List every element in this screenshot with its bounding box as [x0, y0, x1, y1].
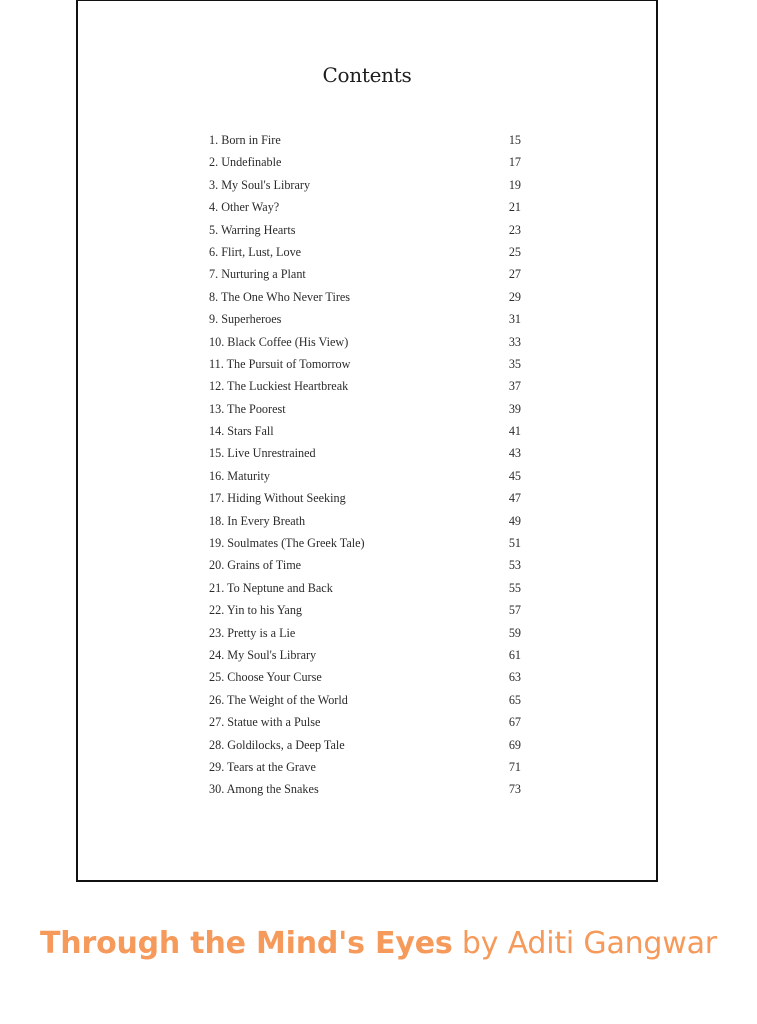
toc-entry-title: 10. Black Coffee (His View) [209, 334, 349, 349]
toc-entry-page-number: 63 [508, 670, 521, 685]
toc-entry [209, 353, 521, 375]
toc-entry-title: 1. Born in Fire [209, 133, 281, 147]
toc-entry [209, 554, 521, 576]
toc-entry [209, 442, 521, 464]
toc-entry-page-number: 71 [508, 759, 521, 774]
toc-entry-page-number: 19 [508, 177, 521, 192]
toc-entry-page-number: 65 [508, 692, 521, 707]
toc-entry-page-number: 27 [508, 267, 521, 282]
toc-entry-page-number: 43 [508, 446, 521, 461]
toc-entry-title: 16. Maturity [209, 468, 270, 483]
table-of-contents [209, 129, 521, 801]
toc-entry-title: 3. My Soul's Library [209, 177, 311, 192]
toc-entry-page-number: 67 [508, 715, 521, 730]
toc-entry [209, 711, 521, 733]
toc-entry-title: 21. To Neptune and Back [209, 580, 333, 595]
toc-entry-title: 25. Choose Your Curse [209, 670, 322, 685]
toc-entry-page-number: 69 [508, 737, 521, 752]
toc-entry [209, 151, 521, 173]
toc-entry-page-number: 37 [508, 379, 521, 394]
book-author: by Aditi Gangwar [452, 926, 717, 961]
toc-entry-title: 15. Live Unrestrained [209, 446, 316, 461]
toc-entry [209, 129, 521, 151]
toc-entry-page-number: 31 [508, 312, 521, 327]
toc-entry-page-number: 25 [508, 244, 521, 259]
toc-entry-title: 2. Undefinable [209, 155, 282, 170]
toc-entry-page-number: 73 [508, 782, 521, 797]
toc-entry-title: 23. Pretty is a Lie [209, 625, 296, 640]
toc-entry-page-number: 29 [508, 289, 521, 304]
toc-entry [209, 420, 521, 442]
toc-entry [209, 689, 521, 711]
toc-entry [209, 666, 521, 688]
toc-entry [209, 241, 521, 263]
toc-entry-title: 22. Yin to his Yang [209, 603, 303, 618]
toc-entry-page-number: 61 [508, 647, 521, 662]
toc-entry [209, 510, 521, 532]
toc-entry [209, 487, 521, 509]
toc-entry [209, 532, 521, 554]
toc-entry-page-number: 41 [508, 424, 521, 439]
toc-entry [209, 465, 521, 487]
toc-entry-title: 8. The One Who Never Tires [209, 289, 351, 304]
toc-entry-page-number: 35 [508, 356, 521, 371]
toc-entry-title: 29. Tears at the Grave [209, 759, 316, 774]
toc-entry-title: 18. In Every Breath [209, 513, 306, 528]
toc-entry-page-number: 53 [508, 558, 521, 573]
toc-entry [209, 308, 521, 330]
toc-entry [209, 644, 521, 666]
toc-entry [209, 622, 521, 644]
book-page [76, 0, 658, 882]
toc-entry-title: 26. The Weight of the World [209, 692, 348, 707]
toc-entry [209, 398, 521, 420]
toc-entry-title: 19. Soulmates (The Greek Tale) [209, 536, 365, 551]
toc-entry-title: 20. Grains of Time [209, 558, 302, 573]
toc-entry-title: 5. Warring Hearts [209, 222, 296, 237]
toc-entry-page-number: 21 [508, 200, 521, 215]
toc-entry-title: 27. Statue with a Pulse [209, 715, 321, 730]
book-title: Through the Mind's Eyes [40, 926, 453, 961]
contents-heading: Contents [322, 63, 412, 87]
toc-entry-title: 28. Goldilocks, a Deep Tale [209, 737, 345, 752]
toc-entry-page-number: 59 [508, 625, 521, 640]
toc-entry-title: 30. Among the Snakes [209, 782, 319, 797]
toc-entry-page-number: 23 [508, 222, 521, 237]
toc-entry-page-number: 15 [508, 133, 521, 147]
toc-entry-title: 7. Nurturing a Plant [209, 267, 306, 282]
toc-entry-page-number: 49 [508, 513, 521, 528]
toc-entry-title: 24. My Soul's Library [209, 647, 317, 662]
toc-entry [209, 756, 521, 778]
toc-entry [209, 196, 521, 218]
toc-entry-page-number: 51 [508, 536, 521, 551]
toc-entry-page-number: 55 [508, 580, 521, 595]
book-caption [0, 926, 757, 961]
toc-entry [209, 174, 521, 196]
toc-entry [209, 286, 521, 308]
toc-entry [209, 577, 521, 599]
toc-entry-page-number: 33 [508, 334, 521, 349]
toc-entry [209, 778, 521, 800]
toc-entry-title: 12. The Luckiest Heartbreak [209, 379, 349, 394]
toc-entry-page-number: 17 [508, 155, 521, 170]
toc-entry [209, 375, 521, 397]
toc-entry-page-number: 47 [508, 491, 521, 506]
toc-entry-title: 14. Stars Fall [209, 424, 274, 439]
toc-entry-title: 11. The Pursuit of Tomorrow [209, 356, 351, 371]
toc-entry-title: 4. Other Way? [209, 200, 280, 215]
toc-entry [209, 219, 521, 241]
toc-entry [209, 599, 521, 621]
toc-entry [209, 263, 521, 285]
toc-entry [209, 331, 521, 353]
toc-entry-page-number: 45 [508, 468, 521, 483]
toc-entry-page-number: 39 [508, 401, 521, 416]
toc-entry-page-number: 57 [508, 603, 521, 618]
toc-entry-title: 13. The Poorest [209, 401, 286, 416]
toc-entry-title: 17. Hiding Without Seeking [209, 491, 346, 506]
toc-entry-title: 9. Superheroes [209, 312, 282, 327]
toc-entry-title: 6. Flirt, Lust, Love [209, 244, 302, 259]
toc-entry [209, 734, 521, 756]
